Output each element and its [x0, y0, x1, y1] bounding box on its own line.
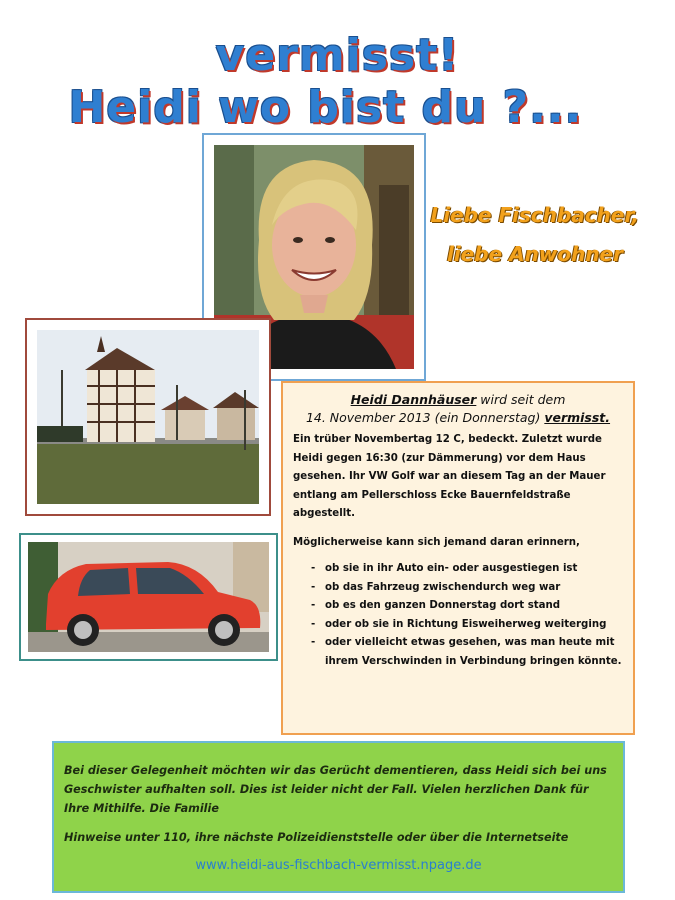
info-title: [293, 391, 623, 427]
info-title-date: 14. November 2013 (ein Donnerstag): [305, 410, 545, 425]
missing-info-box: [281, 381, 635, 735]
greeting-line-1: Liebe Fischbacher,: [430, 203, 639, 227]
list-item: - ob sie in ihr Auto ein- oder ausgestiegen ist: [311, 563, 578, 574]
missing-person-name: Heidi Dannhäuser: [350, 392, 477, 407]
headline-question: Heidi wo bist du ?...: [68, 82, 583, 133]
car-image: [28, 542, 269, 652]
info-title-end: vermisst.: [544, 410, 611, 425]
family-notice-box: [52, 741, 625, 893]
car-photo: [19, 533, 278, 661]
family-notice-text: Bei dieser Gelegenheit möchten wir das Gerücht dementieren, dass Heidi sich bei uns Geschwister aufhalten soll. Dies ist leider nicht der Fall. Vielen herzlichen Dank für Ihre Mithilfe. Die Familie: [64, 764, 607, 815]
headline-missing: vermisst!: [215, 30, 460, 81]
website-link[interactable]: www.heidi-aus-fischbach-vermisst.npage.de: [195, 858, 482, 873]
castle-photo: [25, 318, 271, 516]
list-item: - ob es den ganzen Donnerstag dort stand: [311, 600, 561, 611]
list-item: - oder ob sie in Richtung Eisweiherweg weiterging: [311, 618, 607, 630]
list-item: - oder vielleicht etwas gesehen, was man heute mit ihrem Verschwinden in Verbindung bringen könnte.: [311, 637, 622, 667]
police-hint-text: Hinweise unter 110, ihre nächste Polizeidienststelle oder über die Internetseite: [64, 831, 569, 844]
info-title-mid: wird seit dem: [476, 392, 566, 407]
list-item: - ob das Fahrzeug zwischendurch weg war: [311, 581, 561, 593]
castle-image: [37, 330, 259, 504]
info-paragraph-2: Möglicherweise kann sich jemand daran erinnern,: [293, 536, 580, 548]
info-paragraph-1: Ein trüber Novembertag 12 C, bedeckt. Zuletzt wurde Heidi gegen 16:30 (zur Dämmerung) vor dem Haus gesehen. Ihr VW Golf war an diesem Tag an der Mauer entlang am Pellerschloss Ecke Bauernfeldstraße abgestellt.: [293, 434, 606, 519]
info-question-list: [293, 560, 623, 671]
greeting-line-2: liebe Anwohner: [447, 242, 623, 266]
